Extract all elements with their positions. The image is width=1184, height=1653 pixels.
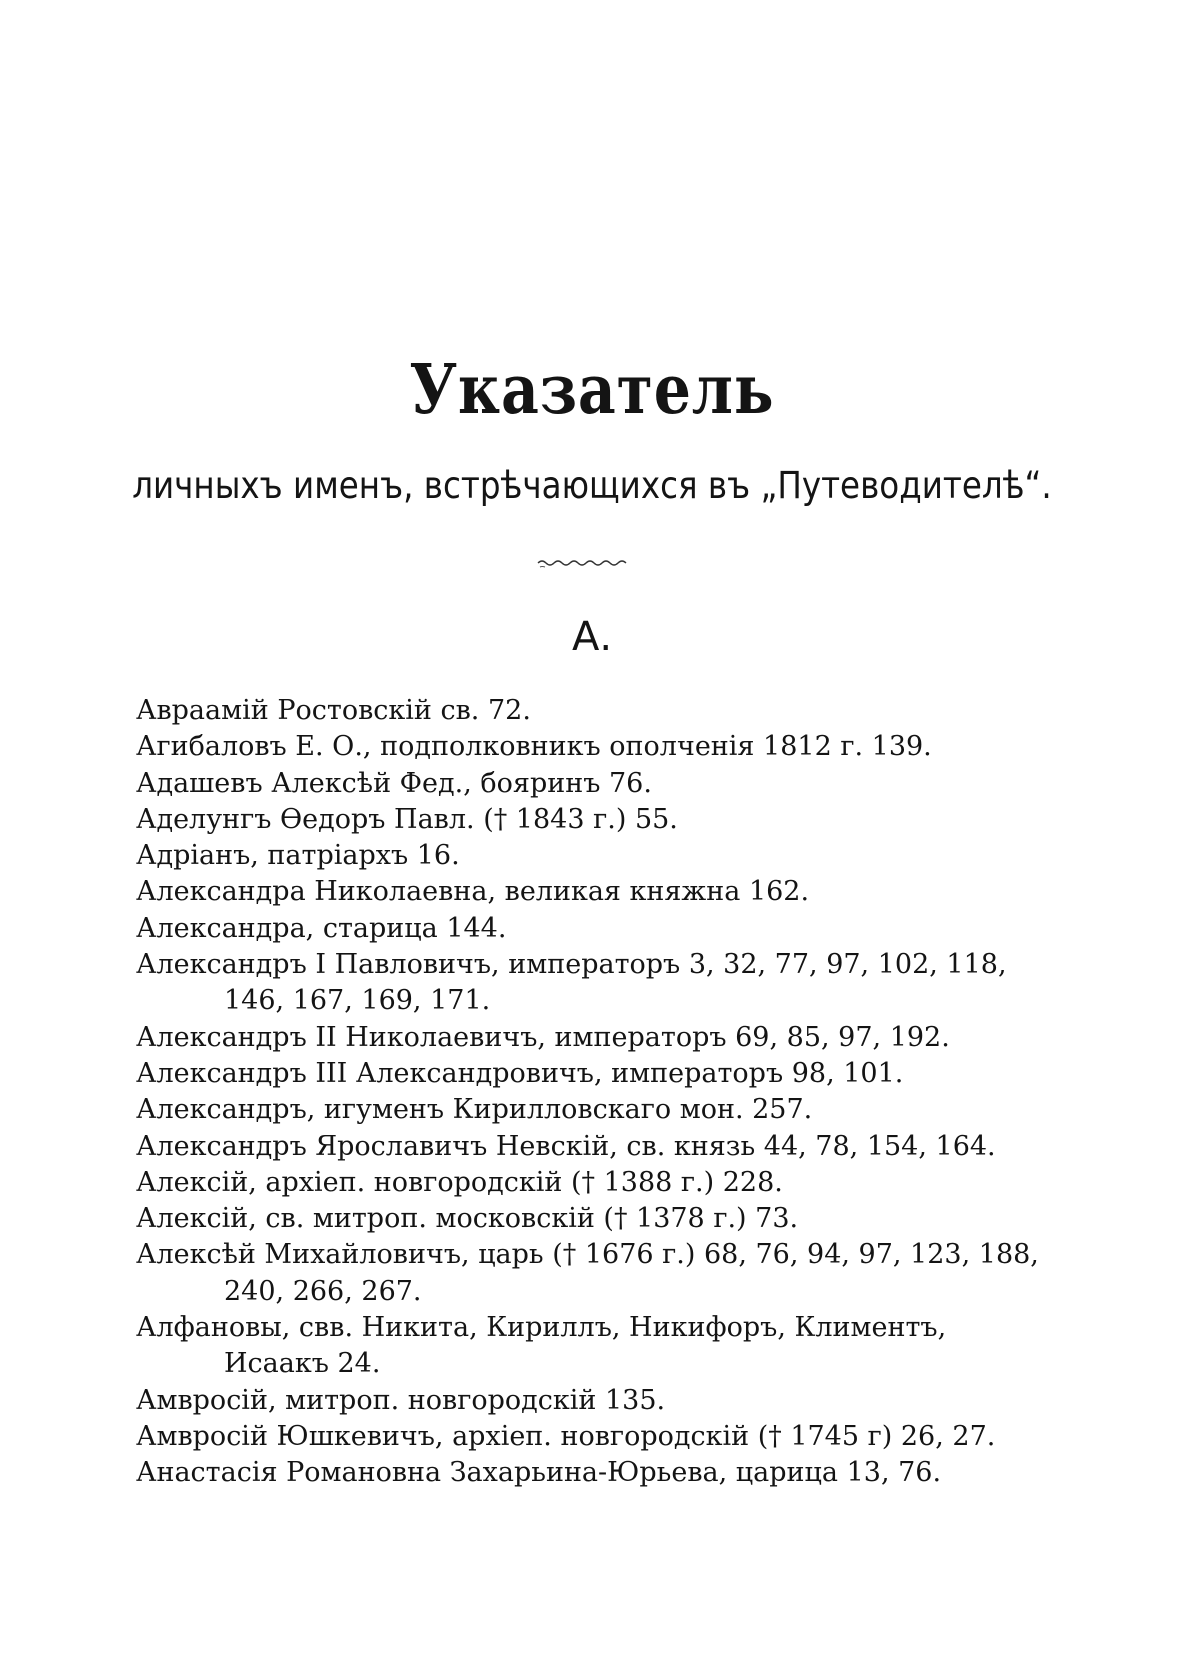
index-entry [136,1092,1056,1128]
entry-text: Александръ II Николаевичъ, императоръ 69, 85, 97, 192. [136,1021,950,1053]
index-entry [136,1020,1056,1056]
index-entry [136,802,1056,838]
entry-text: Авраамій Ростовскій св. 72. [136,695,531,726]
index-entry [136,1129,1056,1165]
index-entry [136,838,1056,874]
entry-text: Алфановы, свв. Никита, Кириллъ, Никифоръ, Климентъ, Исаакъ 24. [136,1312,947,1380]
entry-text: Александръ I Павловичъ, императоръ 3, 32, 77, 97, 102, 118, 146, 167, 169, 171. [136,949,1007,1017]
entry-text: Агибаловъ Е. О., подполковникъ ополченія 1812 г. 139. [136,731,932,763]
index-entry [136,1056,1056,1092]
entry-text: Адашевъ Алексѣй Фед., бояринъ 76. [136,767,652,799]
page-title: Указатель [409,350,775,430]
entry-text: Амвросій, митроп. новгородскій 135. [136,1384,666,1416]
index-entry [136,766,1056,802]
entry-text: Адріанъ, патріархъ 16. [136,840,460,872]
index-entry [136,693,1056,729]
index-entries [136,693,1056,1492]
page-subtitle: личныхъ именъ, встрѣчающихся въ „Путеводителѣ“. [132,464,1052,507]
entry-text: Алексѣй Михайловичъ, царь († 1676 г.) 68, 76, 94, 97, 123, 188, 240, 266, 267. [136,1239,1039,1307]
entry-text: Алексій, св. митроп. московскій († 1378 г.) 73. [136,1203,799,1235]
entry-text: Аделунгъ Ѳедоръ Павл. († 1843 г.) 55. [136,803,678,835]
index-entry [136,729,1056,765]
index-entry [136,1383,1056,1419]
index-entry [136,911,1056,947]
section-letter: А. [571,614,613,660]
entry-text: Александръ Ярославичъ Невскій, св. князь 44, 78, 154, 164. [136,1130,996,1162]
index-entry [136,874,1056,910]
index-entry [136,1165,1056,1201]
entry-text: Александра Николаевна, великая княжна 162. [136,876,810,908]
entry-text: Алексій, архіеп. новгородскій († 1388 г.) 228. [136,1166,783,1198]
index-entry [136,1237,1056,1310]
wavy-divider-ornament [536,556,632,572]
entry-text: Александръ III Александровичъ, императоръ 98, 101. [136,1057,904,1089]
entry-text: Александръ, игуменъ Кирилловскаго мон. 257. [136,1094,813,1126]
index-entry [136,1201,1056,1237]
entry-text: Амвросій Юшкевичъ, архіеп. новгородскій († 1745 г) 26, 27. [136,1420,996,1452]
entry-text: Александра, старица 144. [136,912,507,944]
entry-text: Анастасія Романовна Захарьина-Юрьева, царица 13, 76. [136,1457,942,1489]
index-entry [136,947,1056,1020]
index-entry [136,1419,1056,1455]
index-entry [136,1455,1056,1491]
index-entry [136,1310,1056,1383]
